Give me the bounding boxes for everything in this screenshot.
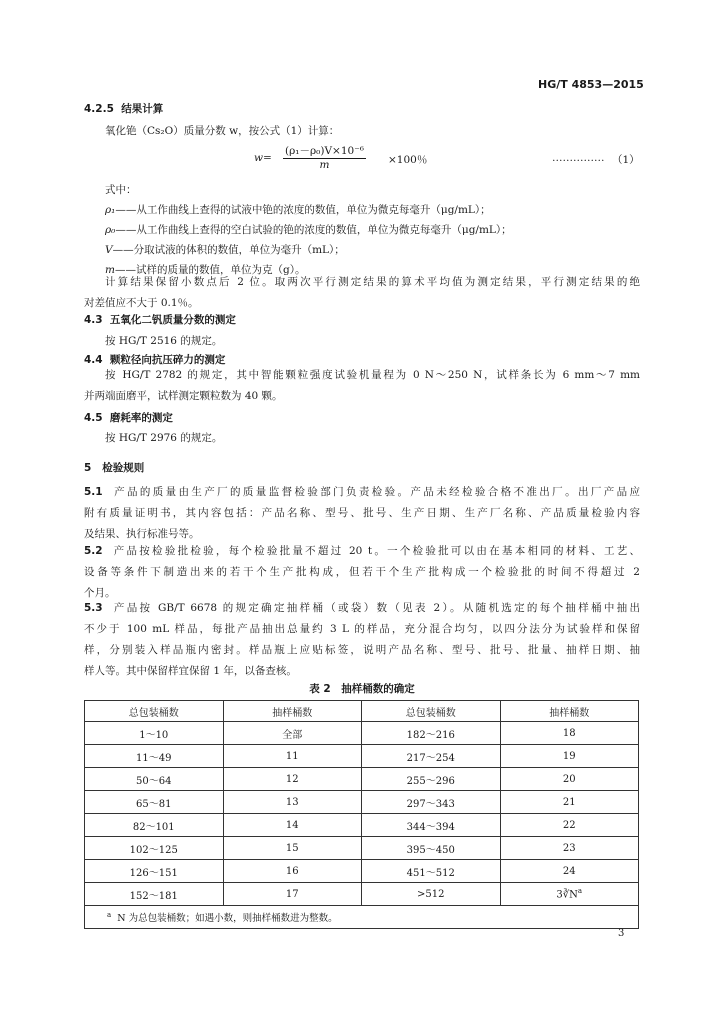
- table-cell: 14: [223, 814, 362, 837]
- definition-rho1: [105, 202, 491, 217]
- table-cell: 217～254: [362, 745, 501, 768]
- table-cell: [500, 883, 639, 906]
- definition-text: ——从工作曲线上查得的空白试验的铯的浓度的数值，单位为微克每毫升（μg/mL）；: [115, 224, 512, 236]
- result-line: 计算结果保留小数点后 2 位。取两次平行测定结果的算术平均值为测定结果，平行测定结果的绝: [105, 276, 640, 288]
- table-cell: 50～64: [85, 768, 224, 791]
- column-header: 总包装桶数: [85, 701, 224, 722]
- table-cell: 451～512: [362, 860, 501, 883]
- table-row: [85, 860, 639, 883]
- section-number: 5: [84, 462, 92, 474]
- clause-number: 5.3: [84, 602, 103, 614]
- formula-intro: 氧化铯（Cs₂O）质量分数 w，按公式（1）计算：: [105, 125, 340, 137]
- clause-line: 附有质量证明书，其内容包括：产品名称、型号、批号、生产日期、生产厂名称、产品质量检验内容: [84, 507, 640, 519]
- table-2-caption: 表 2 抽样桶数的确定: [309, 683, 415, 695]
- clause-text: 产品的质量由生产厂的质量监督检验部门负责检验。产品未经检验合格不准出厂。出厂产品应: [114, 486, 640, 498]
- definition-volume: [105, 242, 345, 257]
- section-4-3-body: 按 HG/T 2516 的规定。: [105, 335, 223, 347]
- clause-line: 设备等条件下制造出来的若干个生产批构成，但若干个生产批构成一个检验批的时间不得超过 2: [84, 566, 640, 578]
- section-4-2-5-heading: [84, 101, 163, 116]
- section-title: 五氧化二钒质量分数的测定: [109, 314, 236, 326]
- table-cell: 255～296: [362, 768, 501, 791]
- definition-text: ——从工作曲线上查得的试液中铯的浓度的数值，单位为微克每毫升（μg/mL）；: [115, 204, 491, 216]
- table-cell: 19: [500, 745, 639, 768]
- table-cell: 22: [500, 814, 639, 837]
- table-cell: 11: [223, 745, 362, 768]
- clause-line: 样，分别装入样品瓶内密封。样品瓶上应贴标签，说明产品名称、型号、批号、批量、抽样日期、抽: [84, 644, 640, 656]
- table-cell: 152～181: [85, 883, 224, 906]
- section-number: 4.2.5: [84, 103, 114, 115]
- formula-rhs: ×100％: [388, 154, 428, 166]
- table-row: [85, 768, 639, 791]
- clause-line: 个月。: [84, 587, 116, 599]
- formula-dots: ……………: [552, 152, 605, 164]
- section-title: 结果计算: [121, 103, 164, 115]
- clause-line: 样人等。其中保留样宜保留 1 年，以备查核。: [84, 665, 297, 677]
- page-number: 3: [618, 928, 625, 939]
- footnote-marker: a: [577, 887, 583, 896]
- table-cell: 182～216: [362, 722, 501, 745]
- body-line: 并两端面磨平，试样测定颗粒数为 40 颗。: [84, 390, 283, 402]
- table-cell: 12: [223, 768, 362, 791]
- section-title: 磨耗率的测定: [109, 412, 173, 424]
- standard-number: HG/T 4853—2015: [538, 78, 644, 91]
- table-cell: 24: [500, 860, 639, 883]
- definition-text: ——分取试液的体积的数值，单位为毫升（mL）；: [112, 244, 345, 256]
- clause-line: [84, 482, 640, 503]
- table-header-row: [85, 701, 639, 722]
- section-4-3-heading: [84, 312, 236, 327]
- clause-text: 产品按 GB/T 6678 的规定确定抽样桶（或袋）数（见表 2）。从随机选定的每个抽样桶中抽出: [113, 602, 640, 614]
- table-cell-value: 3∛N: [556, 889, 578, 901]
- clause-line: [84, 598, 640, 619]
- clause-number: 5.1: [84, 486, 103, 498]
- table-cell: 全部: [223, 722, 362, 745]
- table-note-row: [85, 906, 639, 929]
- table-cell: 21: [500, 791, 639, 814]
- formula-numerator: (ρ₁－ρ₀)V×10⁻⁶: [285, 145, 364, 157]
- table-cell: 23: [500, 837, 639, 860]
- table-cell: 18: [500, 722, 639, 745]
- table-cell: 297～343: [362, 791, 501, 814]
- sampling-table: [84, 700, 639, 929]
- table-cell: 102～125: [85, 837, 224, 860]
- column-header: 抽样桶数: [500, 701, 639, 722]
- clause-5-1: [84, 482, 640, 545]
- table-cell: 82～101: [85, 814, 224, 837]
- formula-fraction: [283, 143, 366, 171]
- definition-symbol: m: [105, 264, 115, 276]
- table-row: [85, 722, 639, 745]
- table-row: [85, 837, 639, 860]
- column-header: 总包装桶数: [362, 701, 501, 722]
- table-row: [85, 814, 639, 837]
- result-line: 对差值应不大于 0.1％。: [84, 297, 199, 309]
- table-cell: 17: [223, 883, 362, 906]
- formula-equation-number: （1）: [612, 154, 640, 166]
- table-row: [85, 791, 639, 814]
- table-cell: 20: [500, 768, 639, 791]
- table-cell: 16: [223, 860, 362, 883]
- table-cell: 11～49: [85, 745, 224, 768]
- section-number: 4.3: [84, 314, 103, 326]
- table-cell: 65～81: [85, 791, 224, 814]
- where-label: 式中：: [105, 184, 137, 196]
- clause-line: [84, 541, 640, 562]
- column-header: 抽样桶数: [223, 701, 362, 722]
- table-cell: 15: [223, 837, 362, 860]
- clause-line: 不少于 100 mL 样品，每批产品抽出总量约 3 L 的样品，充分混合均匀，以四分法分为试验样和保留: [84, 623, 640, 635]
- table-cell: 13: [223, 791, 362, 814]
- body-line: 按 HG/T 2782 的规定，其中智能颗粒强度试验机量程为 0 N～250 N，试样条长为 6 mm～7 mm: [105, 369, 640, 381]
- section-title: 检验规则: [102, 462, 145, 474]
- clause-text: 产品按检验批检验，每个检验批量不超过 20 t。一个检验批可以由在基本相同的材料、工艺、: [113, 545, 640, 557]
- formula-lhs: w=: [254, 152, 272, 164]
- clause-5-2: [84, 541, 640, 604]
- table-cell: 126～151: [85, 860, 224, 883]
- section-4-5-body: 按 HG/T 2976 的规定。: [105, 432, 223, 444]
- table-cell: 1～10: [85, 722, 224, 745]
- table-row: [85, 883, 639, 906]
- result-paragraph: [84, 272, 640, 314]
- clause-number: 5.2: [84, 545, 103, 557]
- footnote-marker: a: [107, 910, 112, 919]
- definition-rho0: [105, 222, 512, 237]
- definition-symbol: ρ₀: [105, 224, 116, 236]
- clause-5-3: [84, 598, 640, 682]
- table-cell: 395～450: [362, 837, 501, 860]
- table-row: [85, 745, 639, 768]
- definition-symbol: ρ₁: [105, 204, 116, 216]
- section-5-heading: [84, 460, 144, 475]
- definition-text: ——试样的质量的数值，单位为克（g）。: [114, 264, 306, 276]
- table-cell: 344～394: [362, 814, 501, 837]
- section-4-4-body: [84, 365, 640, 407]
- definition-symbol: V: [105, 244, 113, 256]
- table-footnote: [85, 906, 639, 929]
- section-number: 4.5: [84, 412, 103, 424]
- clause-line: 及结果、执行标准号等。: [84, 528, 200, 540]
- section-title: 颗粒径向抗压碎力的测定: [109, 354, 226, 366]
- footnote-text: N 为总包装桶数；如遇小数，则抽样桶数进为整数。: [117, 913, 338, 924]
- formula-denominator: m: [319, 159, 330, 171]
- table-cell: >512: [362, 883, 501, 906]
- section-number: 4.4: [84, 354, 103, 366]
- section-4-5-heading: [84, 410, 173, 425]
